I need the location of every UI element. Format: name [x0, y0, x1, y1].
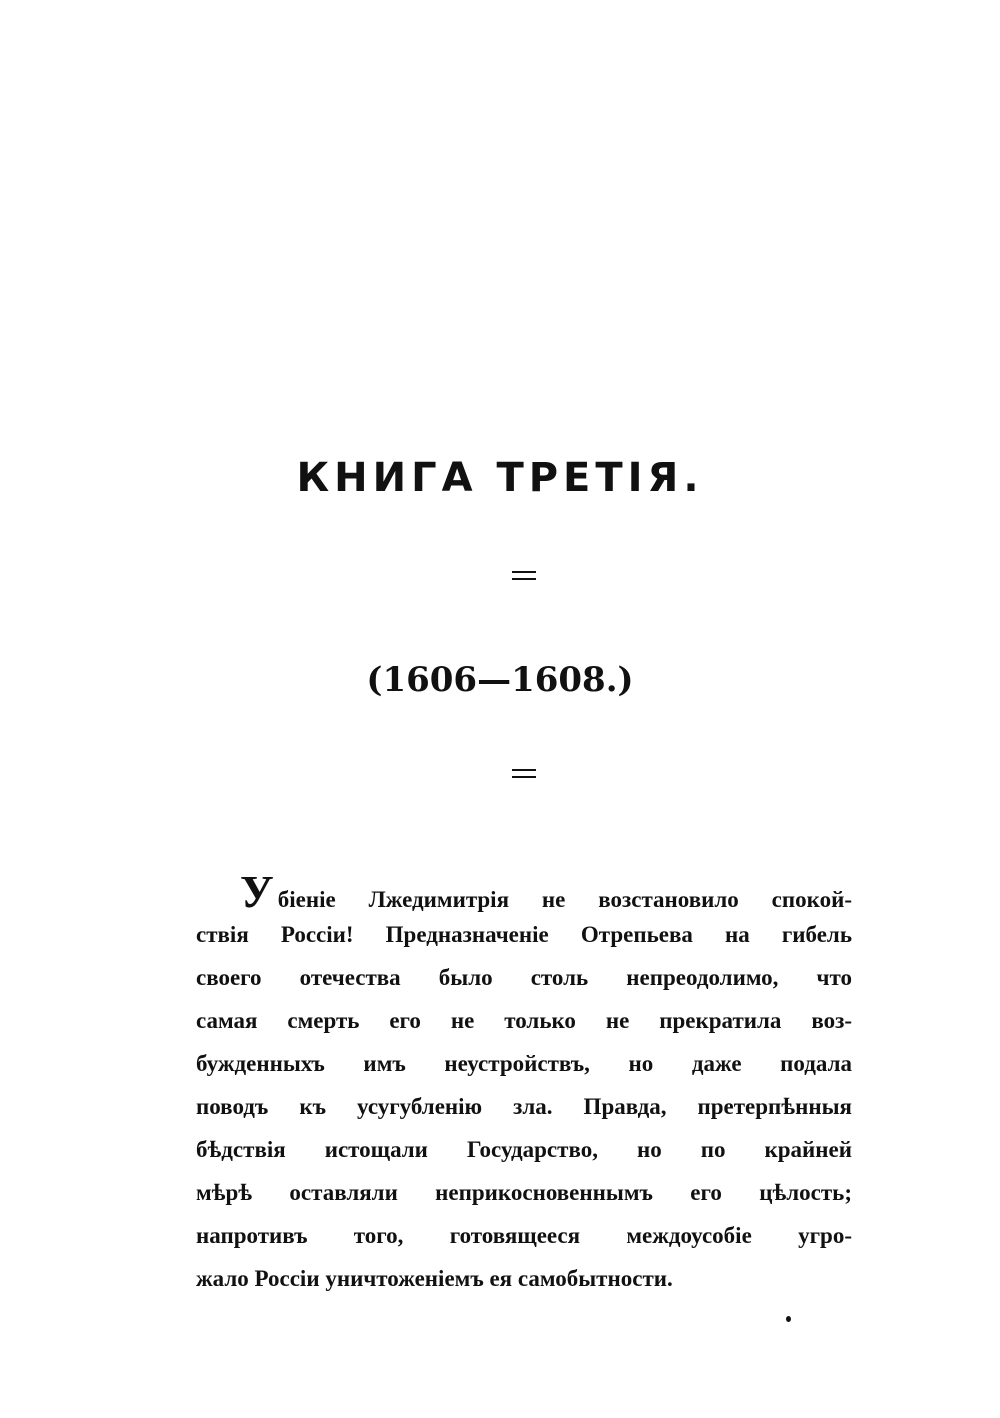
text-line: мѣрѣ оставляли неприкосновеннымъ его цѣлость;	[196, 1180, 852, 1205]
text-line: бужденныхъ имъ неустройствъ, но даже подала	[196, 1051, 852, 1076]
divider-rule	[512, 571, 536, 573]
text-line-content: біеніе Лжедимитрія не возстановило спокой-	[277, 887, 852, 912]
drop-cap: У	[240, 866, 274, 917]
text-line: поводъ къ усугубленію зла. Правда, претерпѣнныя	[196, 1094, 852, 1119]
text-line: ствія Россіи! Предназначеніе Отрепьева на гибель	[196, 922, 852, 947]
divider-rule	[512, 578, 536, 580]
text-line: жало Россіи уничтоженіемъ ея самобытности.	[196, 1266, 673, 1291]
ink-speck	[786, 1316, 791, 1322]
divider-rule	[512, 776, 536, 778]
date-range: (1606—1608.)	[366, 660, 634, 700]
text-line: бѣдствія истощали Государство, но по крайней	[196, 1137, 852, 1162]
divider-rule	[512, 769, 536, 771]
text-line: своего отечества было столь непреодолимо, что	[196, 965, 852, 990]
book-title: КНИГА ТРЕТІЯ.	[296, 455, 704, 501]
text-line: самая смерть его не только не прекратила воз-	[196, 1008, 852, 1033]
text-line: напротивъ того, готовящееся междоусобіе угро-	[196, 1223, 852, 1248]
body-paragraph	[196, 866, 852, 1300]
text-line	[196, 866, 852, 917]
